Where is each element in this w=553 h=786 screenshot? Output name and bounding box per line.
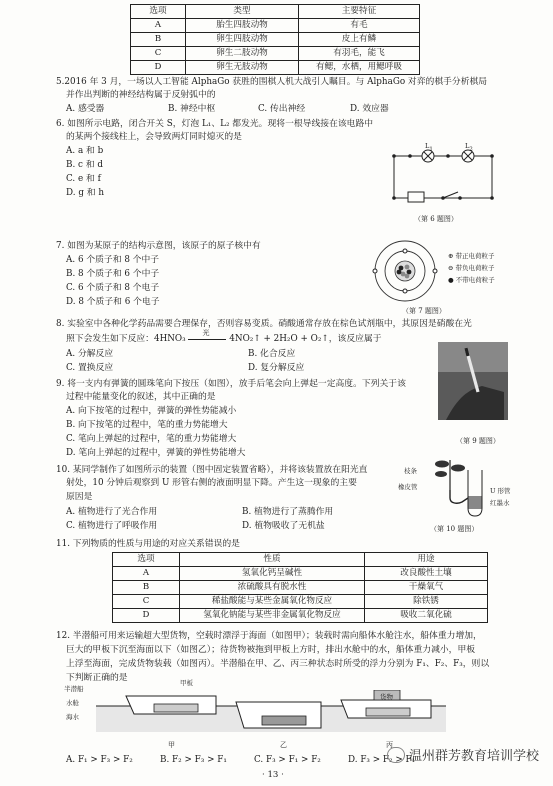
question-5-option-b: B. 神经中枢 [168,104,216,114]
table-cell: 除铁锈 [365,595,488,609]
question-12-option-d: D. F₃ > F₂ > F₁ [348,755,416,765]
table-row [131,19,420,33]
table-cell: 有鳃，水栖，用鳃呼吸 [299,61,420,75]
question-10-line-2: 射处，10 分钟后观察到 U 形管右侧的液面明显下降。产生这一现象的主要 [66,478,357,488]
question-10-option-b: B. 植物进行了蒸腾作用 [242,507,334,517]
question-10-figure-caption: （第 10 题图） [430,525,479,533]
question-8-line-2 [66,329,382,346]
table-cell: 氢氧化钙呈碱性 [180,567,365,581]
table-header-cell: 选项 [131,5,186,19]
label-u-tube: U 形管 [490,487,511,495]
legend-neutral-label: 不带电荷粒子 [455,276,495,284]
atom-structure-diagram [372,238,438,304]
question-10-option-c: C. 植物进行了呼吸作用 [66,521,158,531]
question-5-option-a: A. 感受器 [66,104,105,114]
table-row [131,61,420,75]
label-water-tank: 水舱 [66,699,79,707]
question-5-line-1: 5.2016 年 3 月，一场以人工智能 AlphaGo 获胜的围棋人机大战引人瞩目。与 AlphaGo 对弈的棋手分析棋局 [56,77,488,87]
question-8-option-a: A. 分解反应 [66,349,114,359]
pen-photo [438,342,508,420]
question-12-option-c: C. F₃ > F₁ > F₂ [254,755,321,765]
table-cell: 干燥氧气 [365,581,488,595]
animal-classification-table [130,4,420,75]
legend-negative-label: 带负电荷粒子 [455,264,495,272]
table-cell: 卵生二肢动物 [186,47,299,61]
question-9-option-d: D. 笔向上弹起的过程中，弹簧的弹性势能增大 [66,448,246,458]
figure-label-yi: 乙 [280,741,287,749]
question-5-line-2: 并作出判断的神经结构属于反射弧中的 [66,90,216,100]
question-8-option-b: B. 化合反应 [248,349,296,359]
question-7-option-a: A. 6 个质子和 8 个中子 [66,255,160,265]
question-12-line-4: 下判断正确的是 [66,673,128,683]
table-header-cell: 选项 [113,553,180,567]
label-cargo: 货物 [380,693,393,701]
legend-item-positive [448,250,495,262]
figure-label-jia: 甲 [168,741,175,749]
property-usage-table [112,552,488,623]
table-cell: 有羽毛，能飞 [299,47,420,61]
table-cell: 浓硫酸具有脱水性 [180,581,365,595]
question-6-line-2: 的某两个接线柱上，会导致两灯同时熄灭的是 [66,132,242,142]
question-8-equation-right: 4NO₂↑ + 2H₂O + O₂↑，该反应属于 [229,334,382,344]
question-12-line-1: 12. 半潜船可用来运输超大型货物，空载时漂浮于海面（如图甲）；装载时需向船体水舱注水，船体重力增加， [56,631,482,641]
legend-positive-label: 带正电荷粒子 [455,252,495,260]
question-6-option-d: D. g 和 h [66,188,105,198]
table-row [113,609,488,623]
question-9-figure-caption: （第 9 题图） [456,437,500,445]
table-cell: 卵生无肢动物 [186,61,299,75]
table-row [131,47,420,61]
table-cell: 有毛 [299,19,420,33]
semi-submersible-ship-diagram [96,690,446,740]
question-6-figure-caption: （第 6 题图） [414,215,458,223]
table-cell: B [113,581,180,595]
table-cell: D [113,609,180,623]
question-12-line-3: 上浮至海面，完成货物装载（如图丙）。半潜船在甲、乙、丙三种状态时所受的浮力分别为 F₁、F₂、F₃，则以 [66,659,490,669]
table-cell: 胎生四肢动物 [186,19,299,33]
question-9-line-1: 9. 将一支内有弹簧的圆珠笔向下按压（如图），放手后笔会向上弹起一定高度。下列关于该 [56,379,406,389]
circuit-diagram [388,148,498,210]
legend-positive-icon: ⊕ [448,252,456,260]
circuit-l2-label: $L_2$ [465,142,473,153]
question-6-option-b: B. c 和 d [66,160,104,170]
question-8-line-1: 8. 实验室中各种化学药品需要合理保存，否则容易变质。硝酸通常存放在棕色试剂瓶中，其原因是硝酸在光 [56,319,472,329]
table-cell: C [131,47,186,61]
question-9-option-a: A. 向下按笔的过程中，弹簧的弹性势能减小 [66,406,237,416]
page-number: · 13 · [262,770,284,780]
question-8-option-c: C. 置换反应 [66,363,114,373]
circuit-l1-label: $L_1$ [425,142,433,153]
question-7-option-c: C. 6 个质子和 8 个电子 [66,283,160,293]
table-cell: A [131,19,186,33]
question-10-line-3: 原因是 [66,492,93,502]
legend-neutral-icon: ● [448,276,456,284]
label-seawater: 海水 [66,713,79,721]
reaction-condition: 光 [202,329,210,337]
label-rubber-tube: 橡皮管 [398,483,418,491]
question-5-option-d: D. 效应器 [350,104,389,114]
question-6-option-a: A. a 和 b [66,146,104,156]
question-10-option-d: D. 植物吸收了无机盐 [242,521,325,531]
question-12-line-2: 巨大的甲板下沉至海面以下（如图乙）；待货物被拖到甲板上方时，排出水舱中的水，船体重力减小，甲板 [66,645,476,655]
label-red-ink: 红墨水 [490,499,510,507]
legend-item-neutral [448,274,495,286]
question-6-option-c: C. e 和 f [66,174,101,184]
table-cell: 皮上有鳞 [299,33,420,47]
table-cell: C [113,595,180,609]
table-row [113,595,488,609]
question-12-option-a: A. F₁ > F₃ > F₂ [66,755,133,765]
table-header-row [113,553,488,567]
table-cell: B [131,33,186,47]
table-cell: 稀盐酸能与某些金属氧化物反应 [180,595,365,609]
question-9-line-2: 过程中能量变化的叙述，其中正确的是 [66,392,216,402]
table-row [113,581,488,595]
question-6-line-1: 6. 如图所示电路，闭合开关 S，灯泡 L₁、L₂ 都发光。现将一根导线接在该电路中 [56,119,374,129]
question-7-option-b: B. 8 个质子和 6 个中子 [66,269,160,279]
question-11-line-1: 11. 下列物质的性质与用途的对应关系错误的是 [56,539,240,549]
table-header-cell: 用途 [365,553,488,567]
figure-label-bing: 丙 [386,741,393,749]
watermark-text: 温州群芳教育培训学校 [408,749,539,764]
question-8-option-d: D. 复分解反应 [248,363,305,373]
table-row [131,33,420,47]
legend-item-negative [448,262,495,274]
question-10-line-1: 10. 某同学制作了如图所示的装置（图中固定装置省略），并将该装置放在阳光直 [56,465,368,475]
table-header-cell: 类型 [186,5,299,19]
question-7-option-d: D. 8 个质子和 6 个电子 [66,297,160,307]
question-9-option-c: C. 笔向上弹起的过程中，笔的重力势能增大 [66,434,237,444]
question-12-option-b: B. F₂ > F₃ > F₁ [160,755,227,765]
table-cell: 氢氧化钠能与某些非金属氧化物反应 [180,609,365,623]
question-5-option-c: C. 传出神经 [258,104,306,114]
question-10-option-a: A. 植物进行了光合作用 [66,507,158,517]
question-9-option-b: B. 向下按笔的过程中，笔的重力势能增大 [66,420,228,430]
table-header-cell: 主要特征 [299,5,420,19]
table-cell: A [113,567,180,581]
question-7-figure-caption: （第 7 题图） [402,307,446,315]
table-cell: D [131,61,186,75]
question-7-line-1: 7. 如图为某原子的结构示意图，该原子的原子核中有 [56,241,261,251]
atom-legend [448,250,495,286]
label-branch: 枝条 [404,467,417,475]
table-cell: 改良酸性土壤 [365,567,488,581]
label-deck: 甲板 [180,679,193,687]
reaction-arrow [188,329,226,340]
wechat-icon [387,747,405,763]
label-ship: 半潜船 [64,685,84,693]
table-header-cell: 性质 [180,553,365,567]
table-cell: 吸收二氧化硫 [365,609,488,623]
table-header-row [131,5,420,19]
question-8-equation-left: 照下会发生如下反应：4HNO₃ [66,334,186,344]
legend-negative-icon: ⊖ [448,264,456,272]
table-row [113,567,488,581]
table-cell: 卵生四肢动物 [186,33,299,47]
watermark [387,745,539,764]
